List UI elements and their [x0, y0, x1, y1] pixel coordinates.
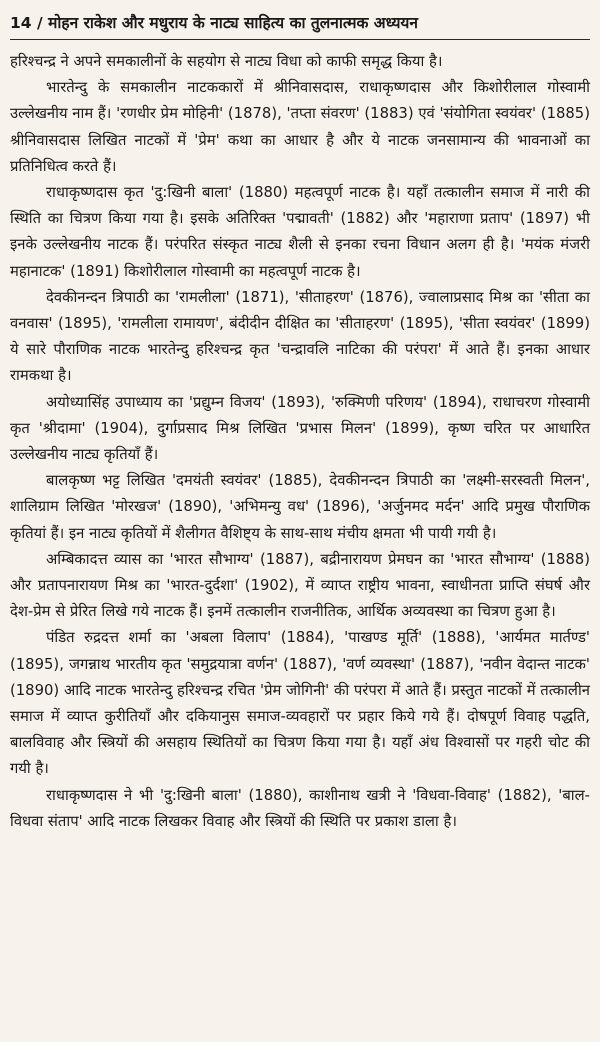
paragraph-continuation: हरिश्चन्द्र ने अपने समकालीनों के सहयोग से नाट्य विधा को काफी समृद्ध किया है। [10, 53, 443, 70]
header-separator: / [36, 14, 43, 32]
paragraph-social-plays: पंडित रुद्रदत्त शर्मा का 'अबला विलाप' (1884), 'पाखण्ड मूर्ति' (1888), 'आर्यमत मार्तण्ड' (1895), जगन्नाथ भारतीय कृत 'समुद्रयात्रा वर्णन' (1887), 'वर्ण व्यवस्था' (1887), 'नवीन वेदान्त नाटक' (1890) आदि नाटक भारतेन्दु हरिश्चन्द्र रचित 'प्रेम जोगिनी' की परंपरा में आते हैं। प्रस्तुत नाटकों में तत्कालीन समाज में व्याप्त कुरीतियाँ और दकियानुस समाज-व्यवहारों पर प्रहार किये गये हैं। दोषपूर्ण विवाह पद्धति, बालविवाह और स्त्रियों की असहाय स्थितियों का चित्रण किया गया है। यहाँ अंध विश्वासों पर गहरी चोट की गयी है। [10, 629, 590, 778]
running-header [10, 12, 590, 40]
paragraph-krishna-plays: अयोध्यासिंह उपाध्याय का 'प्रद्युम्न विजय' (1893), 'रुक्मिणी परिणय' (1894), राधाचरण गोस्वामी कृत 'श्रीदामा' (1904), दुर्गाप्रसाद मिश्र लिखित 'प्रभास मिलन' (1899), कृष्ण चरित पर आधारित उल्लेखनीय नाट्य कृतियाँ हैं। [10, 393, 590, 464]
paragraph-ramkatha-plays: देवकीनन्दन त्रिपाठी का 'रामलीला' (1871), 'सीताहरण' (1876), ज्वालाप्रसाद मिश्र का 'सीता का वनवास' (1895), 'रामलीला रामायण', बंदीदीन दीक्षित का 'सीताहरण' (1895), 'सीता स्वयंवर' (1899) ये सारे पौराणिक नाटक भारतेन्दु हरिश्चन्द्र कृत 'चन्द्रावलि नाटिका की परंपरा' में आते हैं। इनका आधार रामकथा है। [10, 288, 590, 385]
paragraph-mythological-plays: बालकृष्ण भट्ट लिखित 'दमयंती स्वयंवर' (1885), देवकीनन्दन त्रिपाठी का 'लक्ष्मी-सरस्वती मिलन', शालिग्राम लिखित 'मोरखज' (1890), 'अभिमन्यु वध' (1896), 'अर्जुनमद मर्दन' आदि प्रमुख पौराणिक कृतियां हैं। इन नाट्य कृतियों में शैलीगत वैशिष्ट्य के साथ-साथ मंचीय क्षमता भी पायी गयी है। [10, 472, 590, 542]
page-number: 14 [10, 14, 32, 32]
body-text [10, 49, 590, 835]
running-title: मोहन राकेश और मधुराय के नाट्य साहित्य का तुलनात्मक अध्ययन [48, 14, 419, 32]
paragraph-women-plays: राधाकृष्णदास ने भी 'दु:खिनी बाला' (1880), काशीनाथ खत्री ने 'विधवा-विवाह' (1882), 'बाल-विधवा संताप' आदि नाटक लिखकर विवाह और स्त्रियों की स्थिति पर प्रकाश डाला है। [10, 786, 590, 830]
paragraph-srinivasdas: भारतेन्दु के समकालीन नाटककारों में श्रीनिवासदास, राधाकृष्णदास और किशोरीलाल गोस्वामी उल्लेखनीय नाम हैं। 'रणधीर प्रेम मोहिनी' (1878), 'तप्ता संवरण' (1883) एवं 'संयोगिता स्वयंवर' (1885) श्रीनिवासदास लिखित नाटकों में 'प्रेम' कथा का आधार है और ये नाटक जनसामान्य की भावनाओं का प्रतिनिधित्व करते हैं। [10, 79, 590, 175]
paragraph-radhakrishnadas: राधाकृष्णदास कृत 'दु:खिनी बाला' (1880) महत्वपूर्ण नाटक है। यहाँ तत्कालीन समाज में नारी की स्थिति का चित्रण किया गया है। इसके अतिरिक्त 'पद्मावती' (1882) और 'महाराणा प्रताप' (1897) भी इनके उल्लेखनीय नाटक हैं। परंपरित संस्कृत नाट्य शैली से इनका रचना विधान अलग ही है। 'मयंक मंजरी महानाटक' (1891) किशोरीलाल गोस्वामी का महत्वपूर्ण नाटक है। [10, 184, 590, 280]
paragraph-national-plays: अम्बिकादत्त व्यास का 'भारत सौभाग्य' (1887), बद्रीनारायण प्रेमघन का 'भारत सौभाग्य' (1888) और प्रतापनारायण मिश्र का 'भारत-दुर्दशा' (1902), में व्याप्त राष्ट्रीय भावना, स्वाधीनता प्राप्ति संघर्ष और देश-प्रेम से प्रेरित लिखे गये नाटक हैं। इनमें तत्कालीन राजनीतिक, आर्थिक अव्यवस्था का चित्रण हुआ है। [10, 550, 590, 621]
